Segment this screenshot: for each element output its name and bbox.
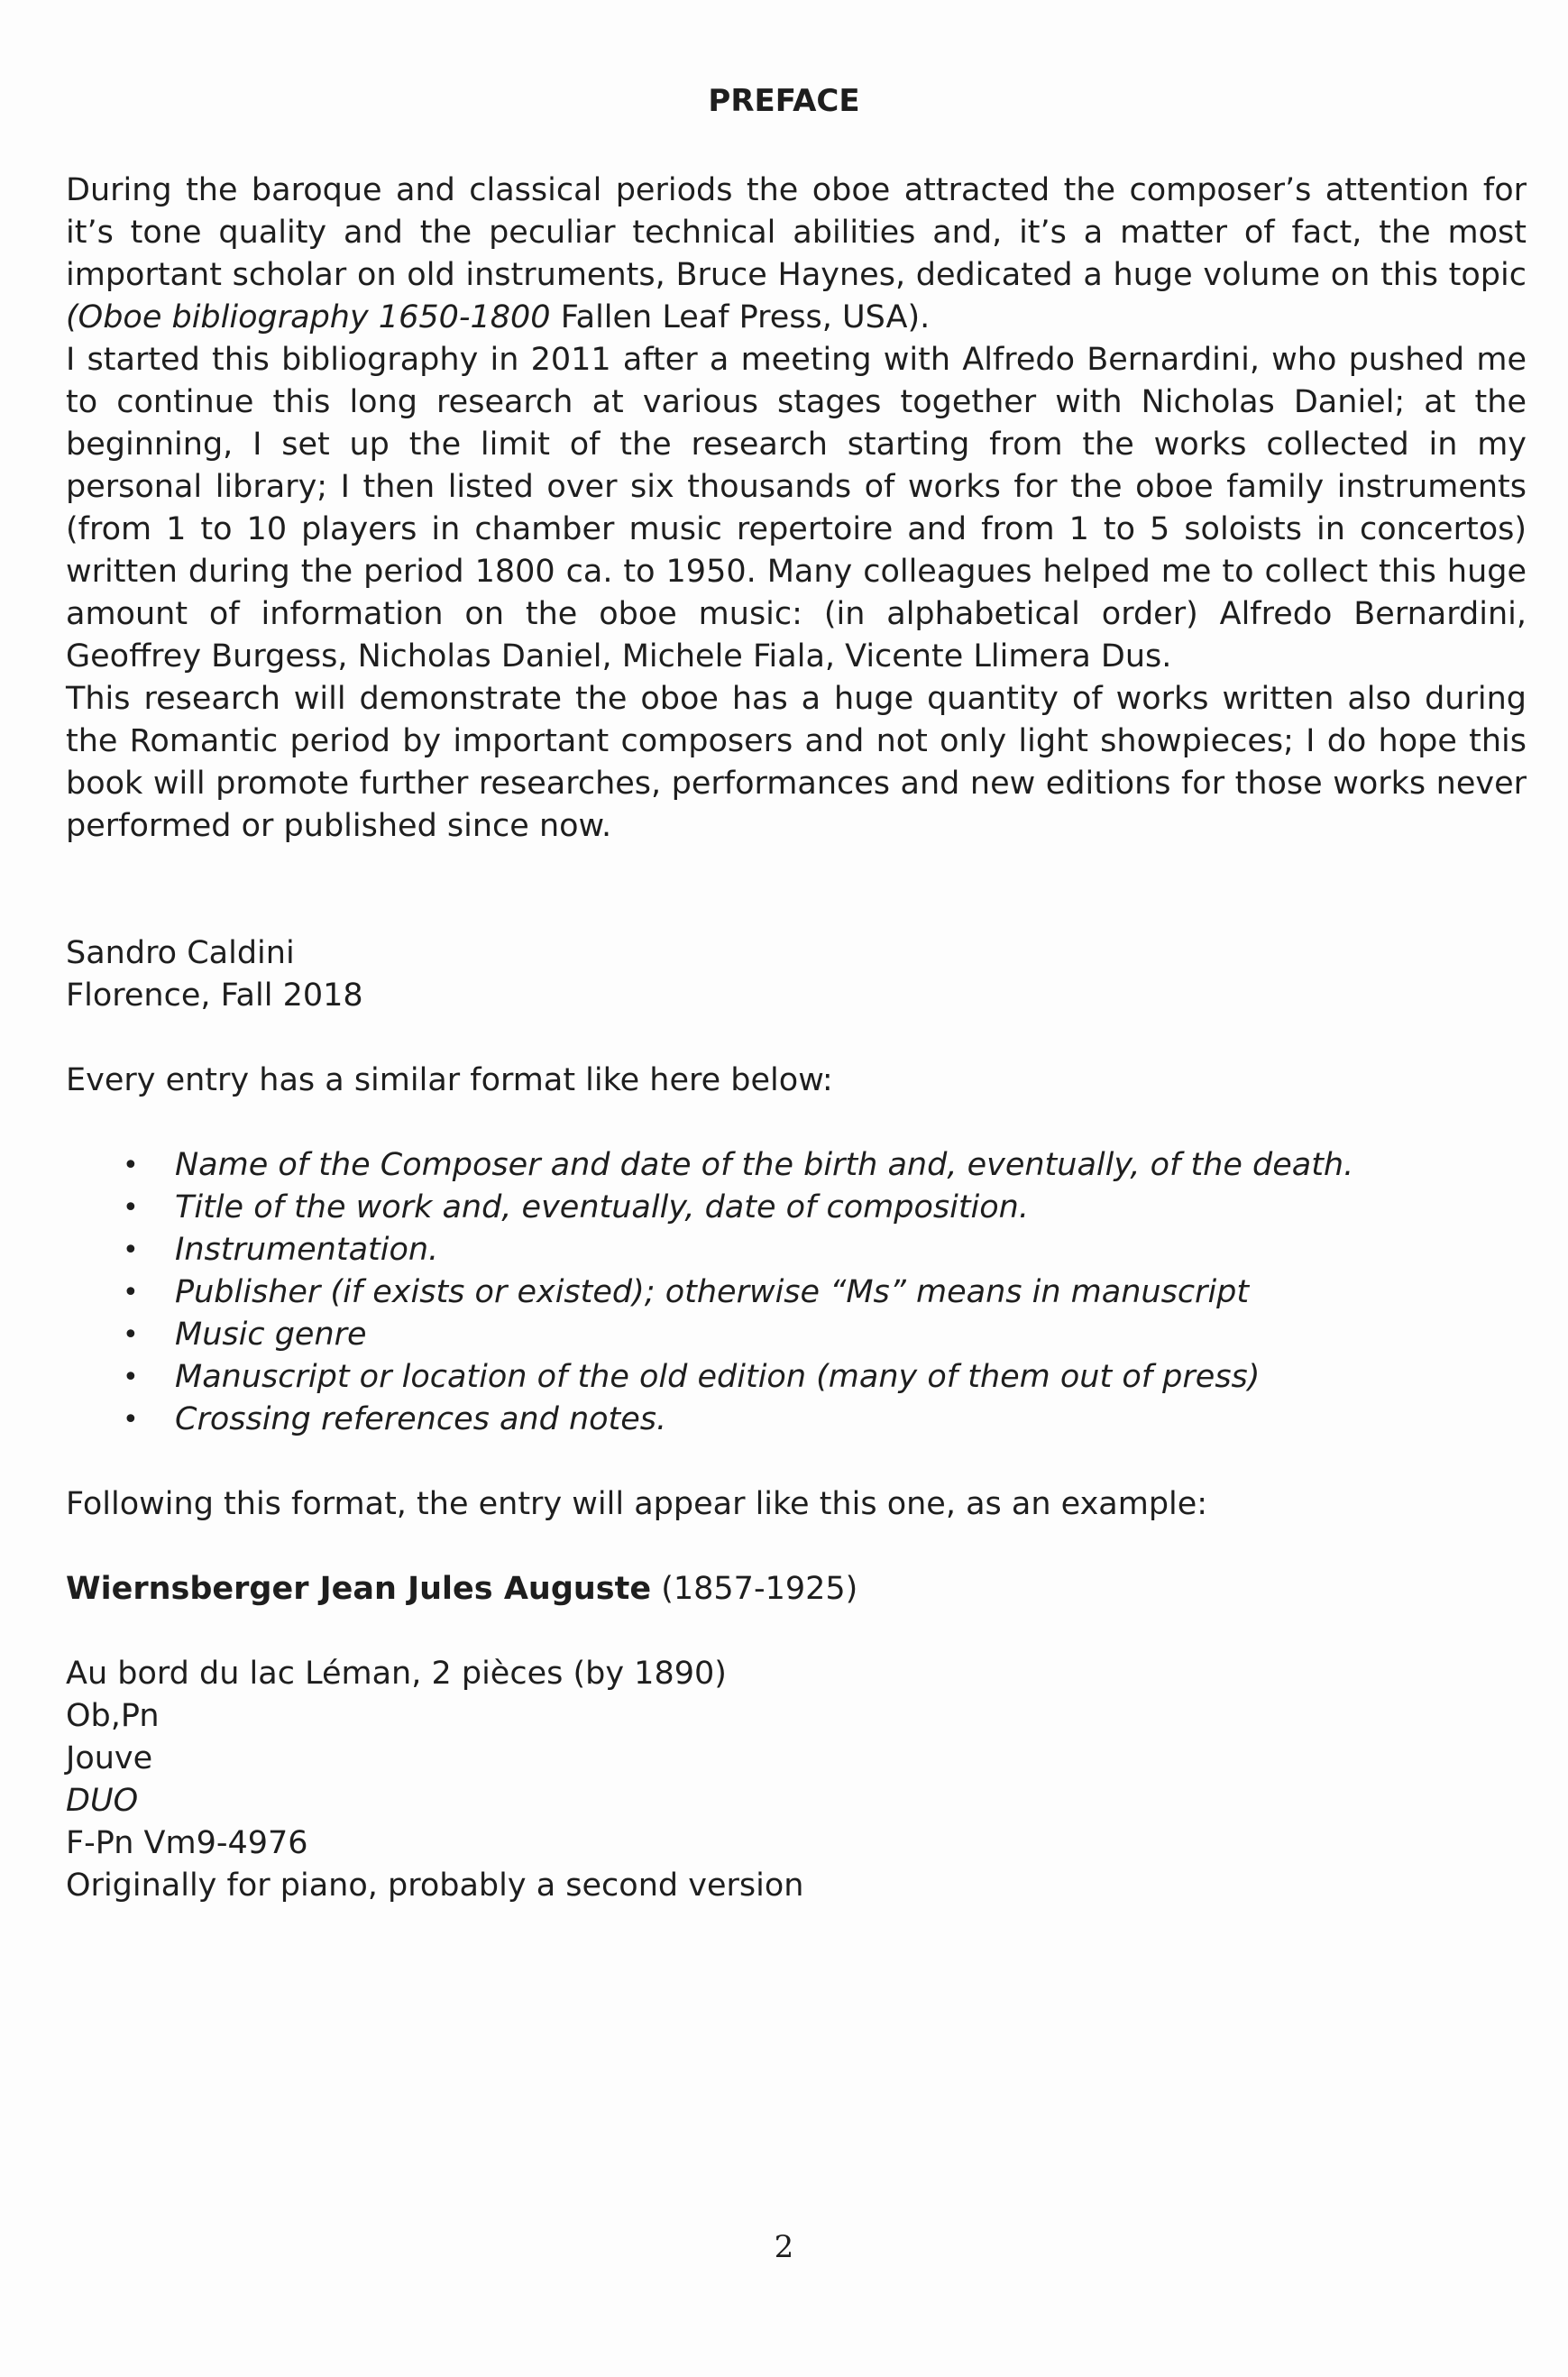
bullet-icon: • <box>123 1277 139 1308</box>
example-genre: DUO <box>66 1783 139 1819</box>
page-number: 2 <box>774 2229 794 2265</box>
bullet-icon: • <box>123 1192 139 1224</box>
bullet-icon: • <box>123 1404 139 1436</box>
page-title: PREFACE <box>708 83 860 119</box>
list-item-text: Instrumentation. <box>175 1232 439 1268</box>
list-item <box>117 1187 1353 1229</box>
example-intro: Following this format, the entry will appear like this one, as an example: <box>66 1486 1208 1522</box>
example-work-title: Au bord du lac Léman, 2 pièces (by 1890) <box>66 1656 727 1692</box>
preface-paragraph-2: I started this bibliography in 2011 after a meeting with Alfredo Bernardini, who pushed me to continue this long research at various stages together with Nicholas Daniel; at the beginning, I set up the limit of the research starting from the works collected in my personal library; I then listed over six thousands of works for the oboe family instruments (from 1 to 10 players in chamber music repertoire and from 1 to 5 soloists in concertos) written during the period 1800 ca. to 1950. Many colleagues helped me to collect this huge amount of information on the oboe music: (in alphabetical order) Alfredo Bernardini, Geoffrey Burgess, Nicholas Daniel, Michele Fiala, Vicente Llimera Dus. <box>66 342 1527 675</box>
list-item-text: Publisher (if exists or existed); otherwise “Ms” means in manuscript <box>175 1274 1250 1310</box>
signature-place-date: Florence, Fall 2018 <box>66 977 363 1014</box>
example-composer-name: Wiernsberger Jean Jules Auguste <box>66 1571 652 1607</box>
example-entry <box>66 1653 803 1907</box>
example-composer-row <box>66 1568 857 1611</box>
list-item <box>117 1271 1353 1314</box>
list-item <box>117 1399 1353 1441</box>
example-composer-dates: (1857-1925) <box>651 1571 858 1607</box>
list-item-text: Manuscript or location of the old edition (many of them out of press) <box>175 1359 1261 1395</box>
bullet-icon: • <box>123 1150 139 1181</box>
example-publisher: Jouve <box>66 1740 153 1776</box>
paragraph-1-italic-reference: (Oboe bibliography 1650-1800 <box>66 299 551 335</box>
list-item-text: Name of the Composer and date of the birth and, eventually, of the death. <box>175 1147 1354 1183</box>
bullet-icon: • <box>123 1234 139 1266</box>
bullet-icon: • <box>123 1319 139 1351</box>
list-item <box>117 1229 1353 1271</box>
example-notes: Originally for piano, probably a second version <box>66 1868 804 1904</box>
list-item <box>117 1144 1353 1187</box>
example-instrumentation: Ob,Pn <box>66 1698 160 1734</box>
signature <box>66 932 363 1017</box>
list-item-text: Crossing references and notes. <box>175 1401 667 1437</box>
list-item-text: Music genre <box>175 1317 367 1353</box>
list-item <box>117 1314 1353 1356</box>
paragraph-1-text-end: Fallen Leaf Press, USA). <box>550 299 931 335</box>
list-item <box>117 1356 1353 1399</box>
format-intro: Every entry has a similar format like here below: <box>66 1062 833 1098</box>
preface-paragraph-3: This research will demonstrate the oboe has a huge quantity of works written also during the Romantic period by important composers and not only light showpieces; I do hope this book will promote further researches, performances and new editions for those works never performed or published since now. <box>66 681 1527 844</box>
preface-body <box>66 170 1527 848</box>
example-location: F-Pn Vm9-4976 <box>66 1825 308 1861</box>
preface-paragraph-1 <box>66 170 1527 339</box>
paragraph-1-text: During the baroque and classical periods the oboe attracted the composer’s attention for it’s tone quality and the peculiar technical abilities and, it’s a matter of fact, the most important scholar on old instruments, Bruce Haynes, dedicated a huge volume on this topic <box>66 172 1527 293</box>
format-list <box>117 1144 1353 1441</box>
bullet-icon: • <box>123 1362 139 1393</box>
signature-name: Sandro Caldini <box>66 935 295 971</box>
list-item-text: Title of the work and, eventually, date of composition. <box>175 1189 1029 1225</box>
example-composer-line <box>66 1568 857 1611</box>
